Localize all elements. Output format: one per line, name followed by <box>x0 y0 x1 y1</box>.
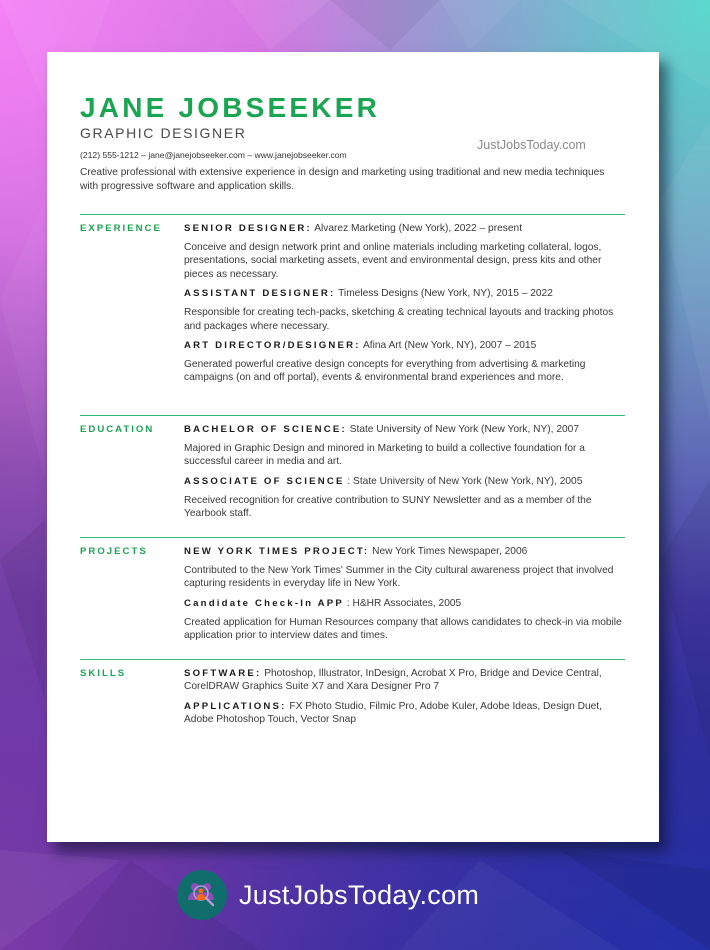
section-body <box>184 222 625 391</box>
skill-entry <box>184 700 625 727</box>
brand-name: JustJobsToday.com <box>239 879 480 910</box>
section-label: EXPERIENCE <box>80 223 162 234</box>
contact-line: (212) 555-1212 – jane@janejobseeker.com – www.janejobseeker.com <box>80 150 347 160</box>
entry-heading <box>184 423 625 437</box>
entry-description: Contributed to the New York Times' Summer in the City cultural awareness project that involved capturing residents in everyday life in New York. <box>184 565 614 590</box>
entry-detail: State University of New York (New York, NY), 2007 <box>346 424 580 435</box>
section-projects <box>80 537 625 642</box>
entry-role: ASSOCIATE OF SCIENCE <box>184 475 345 487</box>
entry-description: Received recognition for creative contribution to SUNY Newsletter and as a member of the Yearbook staff. <box>184 494 592 520</box>
candidate-title: GRAPHIC DESIGNER <box>80 125 247 141</box>
entry-detail: : State University of New York (New York, NY), 2005 <box>344 475 583 487</box>
entry-role: SENIOR DESIGNER: <box>184 223 312 234</box>
entry-heading <box>184 545 625 559</box>
section-skills <box>80 659 625 726</box>
entry-detail: Timeless Designs (New York, NY), 2015 – 2022 <box>335 288 553 300</box>
entry-detail: Afina Art (New York, NY), 2007 – 2015 <box>360 340 537 352</box>
entry-role: NEW YORK TIMES PROJECT: <box>184 546 370 557</box>
section-body <box>184 545 625 649</box>
experience-entry <box>184 287 625 333</box>
section-label: EDUCATION <box>80 424 155 435</box>
section-body <box>184 423 625 527</box>
resume-page <box>47 52 659 842</box>
entry-detail: : H&HR Associates, 2005 <box>344 597 462 609</box>
entry-heading <box>184 222 625 236</box>
skill-list: FX Photo Studio, Filmic Pro, Adobe Kuler, Adobe Ideas, Design Duet, Adobe Photoshop Touch, Vector Snap <box>184 700 602 726</box>
candidate-name: JANE JOBSEEKER <box>80 92 380 123</box>
watermark: JustJobsToday.com <box>477 138 586 152</box>
entry-detail: New York Times Newspaper, 2006 <box>369 546 528 557</box>
skill-list: Photoshop, Illustrator, InDesign, Acrobat X Pro, Bridge and Device Central, CorelDRAW Graphics Suite X7 and Xara Designer Pro 7 <box>184 668 602 693</box>
job-search-people-magnifier-icon <box>177 870 227 920</box>
project-entry <box>184 597 625 643</box>
entry-heading <box>184 597 625 611</box>
project-entry <box>184 545 625 591</box>
experience-entry <box>184 222 625 281</box>
skill-entry <box>184 667 625 694</box>
skill-category: SOFTWARE: <box>184 668 262 679</box>
entry-description: Responsible for creating tech-packs, sketching & creating technical layouts and tracking photos and packages where necessary. <box>184 307 614 332</box>
education-entry <box>184 475 625 521</box>
experience-entry <box>184 339 625 385</box>
brand-footer <box>177 870 479 920</box>
entry-role: BACHELOR OF SCIENCE: <box>184 424 347 435</box>
entry-role: ASSISTANT DESIGNER: <box>184 288 336 300</box>
education-entry <box>184 423 625 469</box>
entry-description: Majored in Graphic Design and minored in Marketing to build a collective foundation for a successful career in media and art. <box>184 443 585 468</box>
entry-heading <box>184 287 625 301</box>
entry-description: Conceive and design network print and online materials including marketing collateral, logos, presentations, social marketing assets, event and environmental design, press kits and other pieces as necessary. <box>184 242 602 280</box>
entry-heading <box>184 475 625 489</box>
entry-description: Created application for Human Resources company that allows candidates to check-in via mobile application prior to interview dates and times. <box>184 616 622 642</box>
section-experience <box>80 214 625 384</box>
entry-description: Generated powerful creative design concepts for everything from advertising & marketing campaigns (on and off portal), events & environmental brand experiences and more. <box>184 359 586 384</box>
entry-detail: Alvarez Marketing (New York), 2022 – present <box>311 223 523 234</box>
section-body <box>184 667 625 733</box>
summary: Creative professional with extensive experience in design and marketing using traditional and new media techniques with progressive software and application skills. <box>80 167 605 192</box>
entry-role: ART DIRECTOR/DESIGNER: <box>184 340 361 352</box>
section-label: PROJECTS <box>80 546 148 557</box>
section-label: SKILLS <box>80 668 127 679</box>
section-education <box>80 415 625 520</box>
entry-role: Candidate Check-In APP <box>184 597 344 609</box>
entry-heading <box>184 339 625 353</box>
skill-category: APPLICATIONS: <box>184 700 287 712</box>
